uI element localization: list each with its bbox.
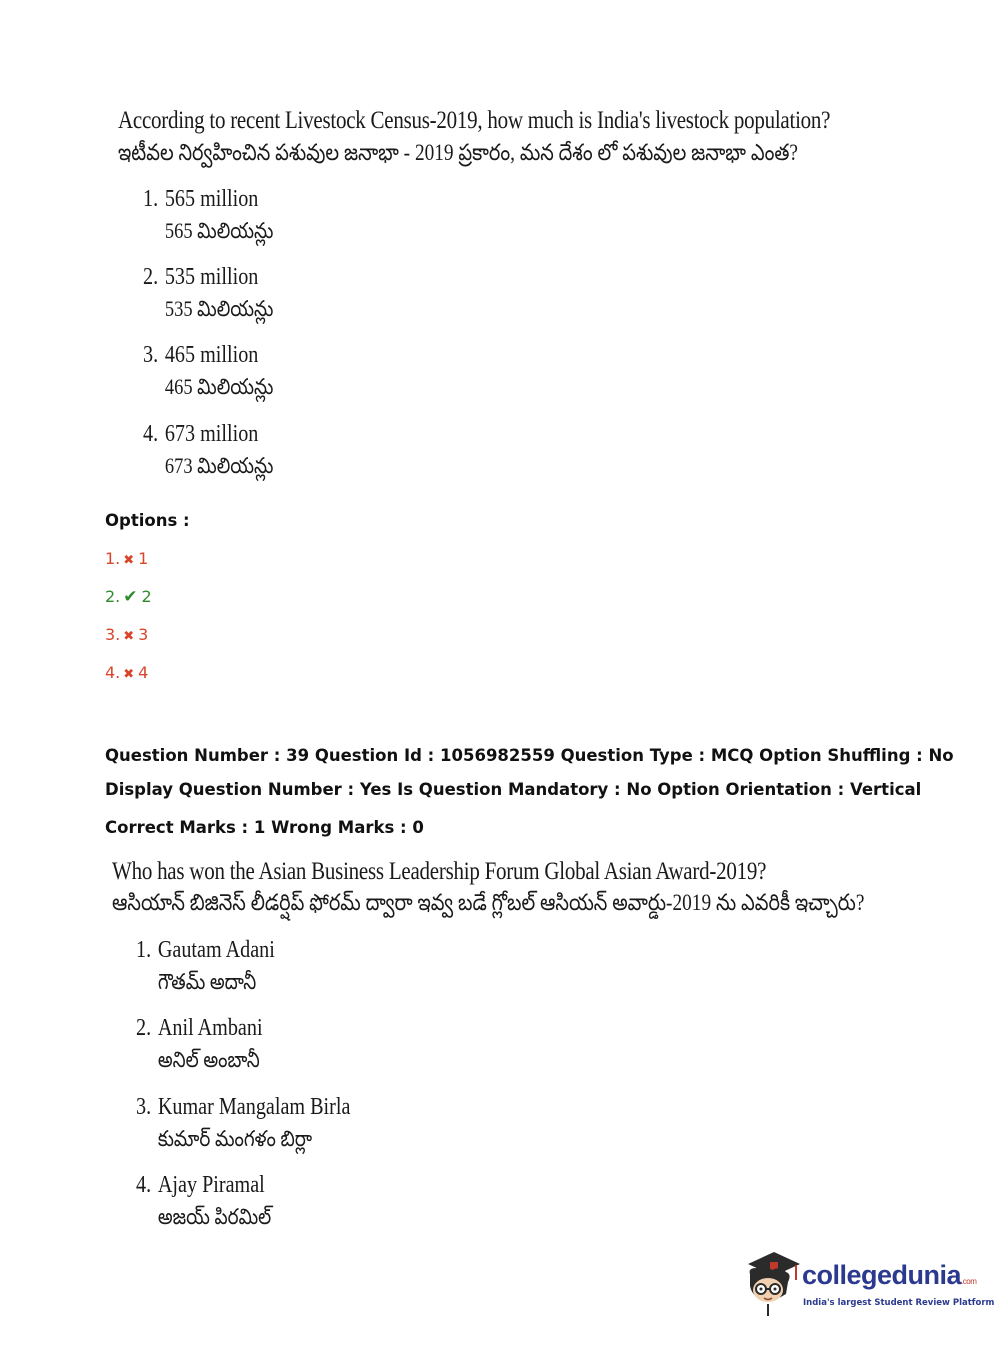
options-heading: Options :: [105, 511, 190, 530]
logo-name: collegedunia: [802, 1260, 962, 1290]
option-english: Ajay Piramal: [157, 1172, 265, 1198]
answer-prefix: 4.: [105, 663, 121, 682]
answer-option-2: [105, 587, 152, 607]
option-english: 535 million: [164, 264, 259, 290]
answer-value: 4: [138, 663, 149, 682]
collegedunia-logo: [740, 1248, 995, 1318]
option-telugu: 565 మిలియన్లు: [164, 218, 274, 243]
question-meta-line-3: Correct Marks : 1 Wrong Marks : 0: [105, 818, 424, 837]
graduate-mascot-icon: [740, 1248, 802, 1318]
option-telugu: అజయ్ పిరమిల్: [157, 1204, 272, 1229]
cross-icon: ✖: [123, 629, 135, 644]
option-telugu: కుమార్ మంగళం బిర్లా: [157, 1126, 313, 1151]
answer-prefix: 2.: [105, 587, 121, 606]
question-meta-line-2: Display Question Number : Yes Is Question Mandatory : No Option Orientation : Vertical: [105, 780, 922, 799]
question-1-english: According to recent Livestock Census-2019, how much is India's livestock population?: [118, 107, 831, 134]
option-number: 1.: [136, 937, 152, 963]
answer-prefix: 3.: [105, 625, 121, 644]
option-telugu: గౌతమ్ అదానీ: [157, 969, 257, 994]
answer-option-3: [105, 625, 148, 644]
check-icon: ✔: [123, 587, 138, 607]
option-number: 1.: [143, 186, 159, 212]
cross-icon: ✖: [123, 553, 135, 568]
option-number: 2.: [136, 1015, 152, 1041]
option-number: 4.: [143, 421, 159, 447]
option-english: 565 million: [164, 186, 259, 212]
option-english: 465 million: [164, 342, 259, 368]
question-2-english: Who has won the Asian Business Leadership Forum Global Asian Award-2019?: [112, 858, 767, 885]
option-english: Anil Ambani: [157, 1015, 263, 1041]
answer-option-4: [105, 663, 148, 682]
option-english: Gautam Adani: [157, 937, 275, 963]
cross-icon: ✖: [123, 667, 135, 682]
question-2-telugu: ఆసియాన్ బిజినెస్ లీడర్షిప్ ఫోరమ్ ద్వారా ఇవ్వ బడే గ్లోబల్ ఆసియన్ అవార్డు-2019 ను ఎవరికీ ఇచ్చారు?: [112, 890, 865, 915]
option-telugu: అనిల్ అంబానీ: [157, 1047, 260, 1072]
option-number: 3.: [136, 1094, 152, 1120]
option-number: 4.: [136, 1172, 152, 1198]
option-english: 673 million: [164, 421, 259, 447]
option-english: Kumar Mangalam Birla: [157, 1094, 351, 1120]
answer-value: 3: [138, 625, 149, 644]
logo-wordmark: [802, 1260, 976, 1291]
logo-suffix: .com: [961, 1277, 977, 1286]
option-telugu: 673 మిలియన్లు: [164, 453, 274, 478]
answer-value: 2: [141, 587, 152, 606]
option-number: 2.: [143, 264, 159, 290]
option-telugu: 535 మిలియన్లు: [164, 296, 274, 321]
option-telugu: 465 మిలియన్లు: [164, 374, 274, 399]
answer-prefix: 1.: [105, 549, 121, 568]
question-meta-line-1: Question Number : 39 Question Id : 1056982559 Question Type : MCQ Option Shuffling : No: [105, 746, 954, 765]
option-number: 3.: [143, 342, 159, 368]
question-1-telugu: ఇటీవల నిర్వహించిన పశువుల జనాభా - 2019 ప్రకారం, మన దేశం లో పశువుల జనాభా ఎంత?: [118, 140, 798, 165]
answer-option-1: [105, 549, 148, 568]
logo-tagline: India's largest Student Review Platform: [803, 1298, 995, 1308]
answer-value: 1: [138, 549, 149, 568]
